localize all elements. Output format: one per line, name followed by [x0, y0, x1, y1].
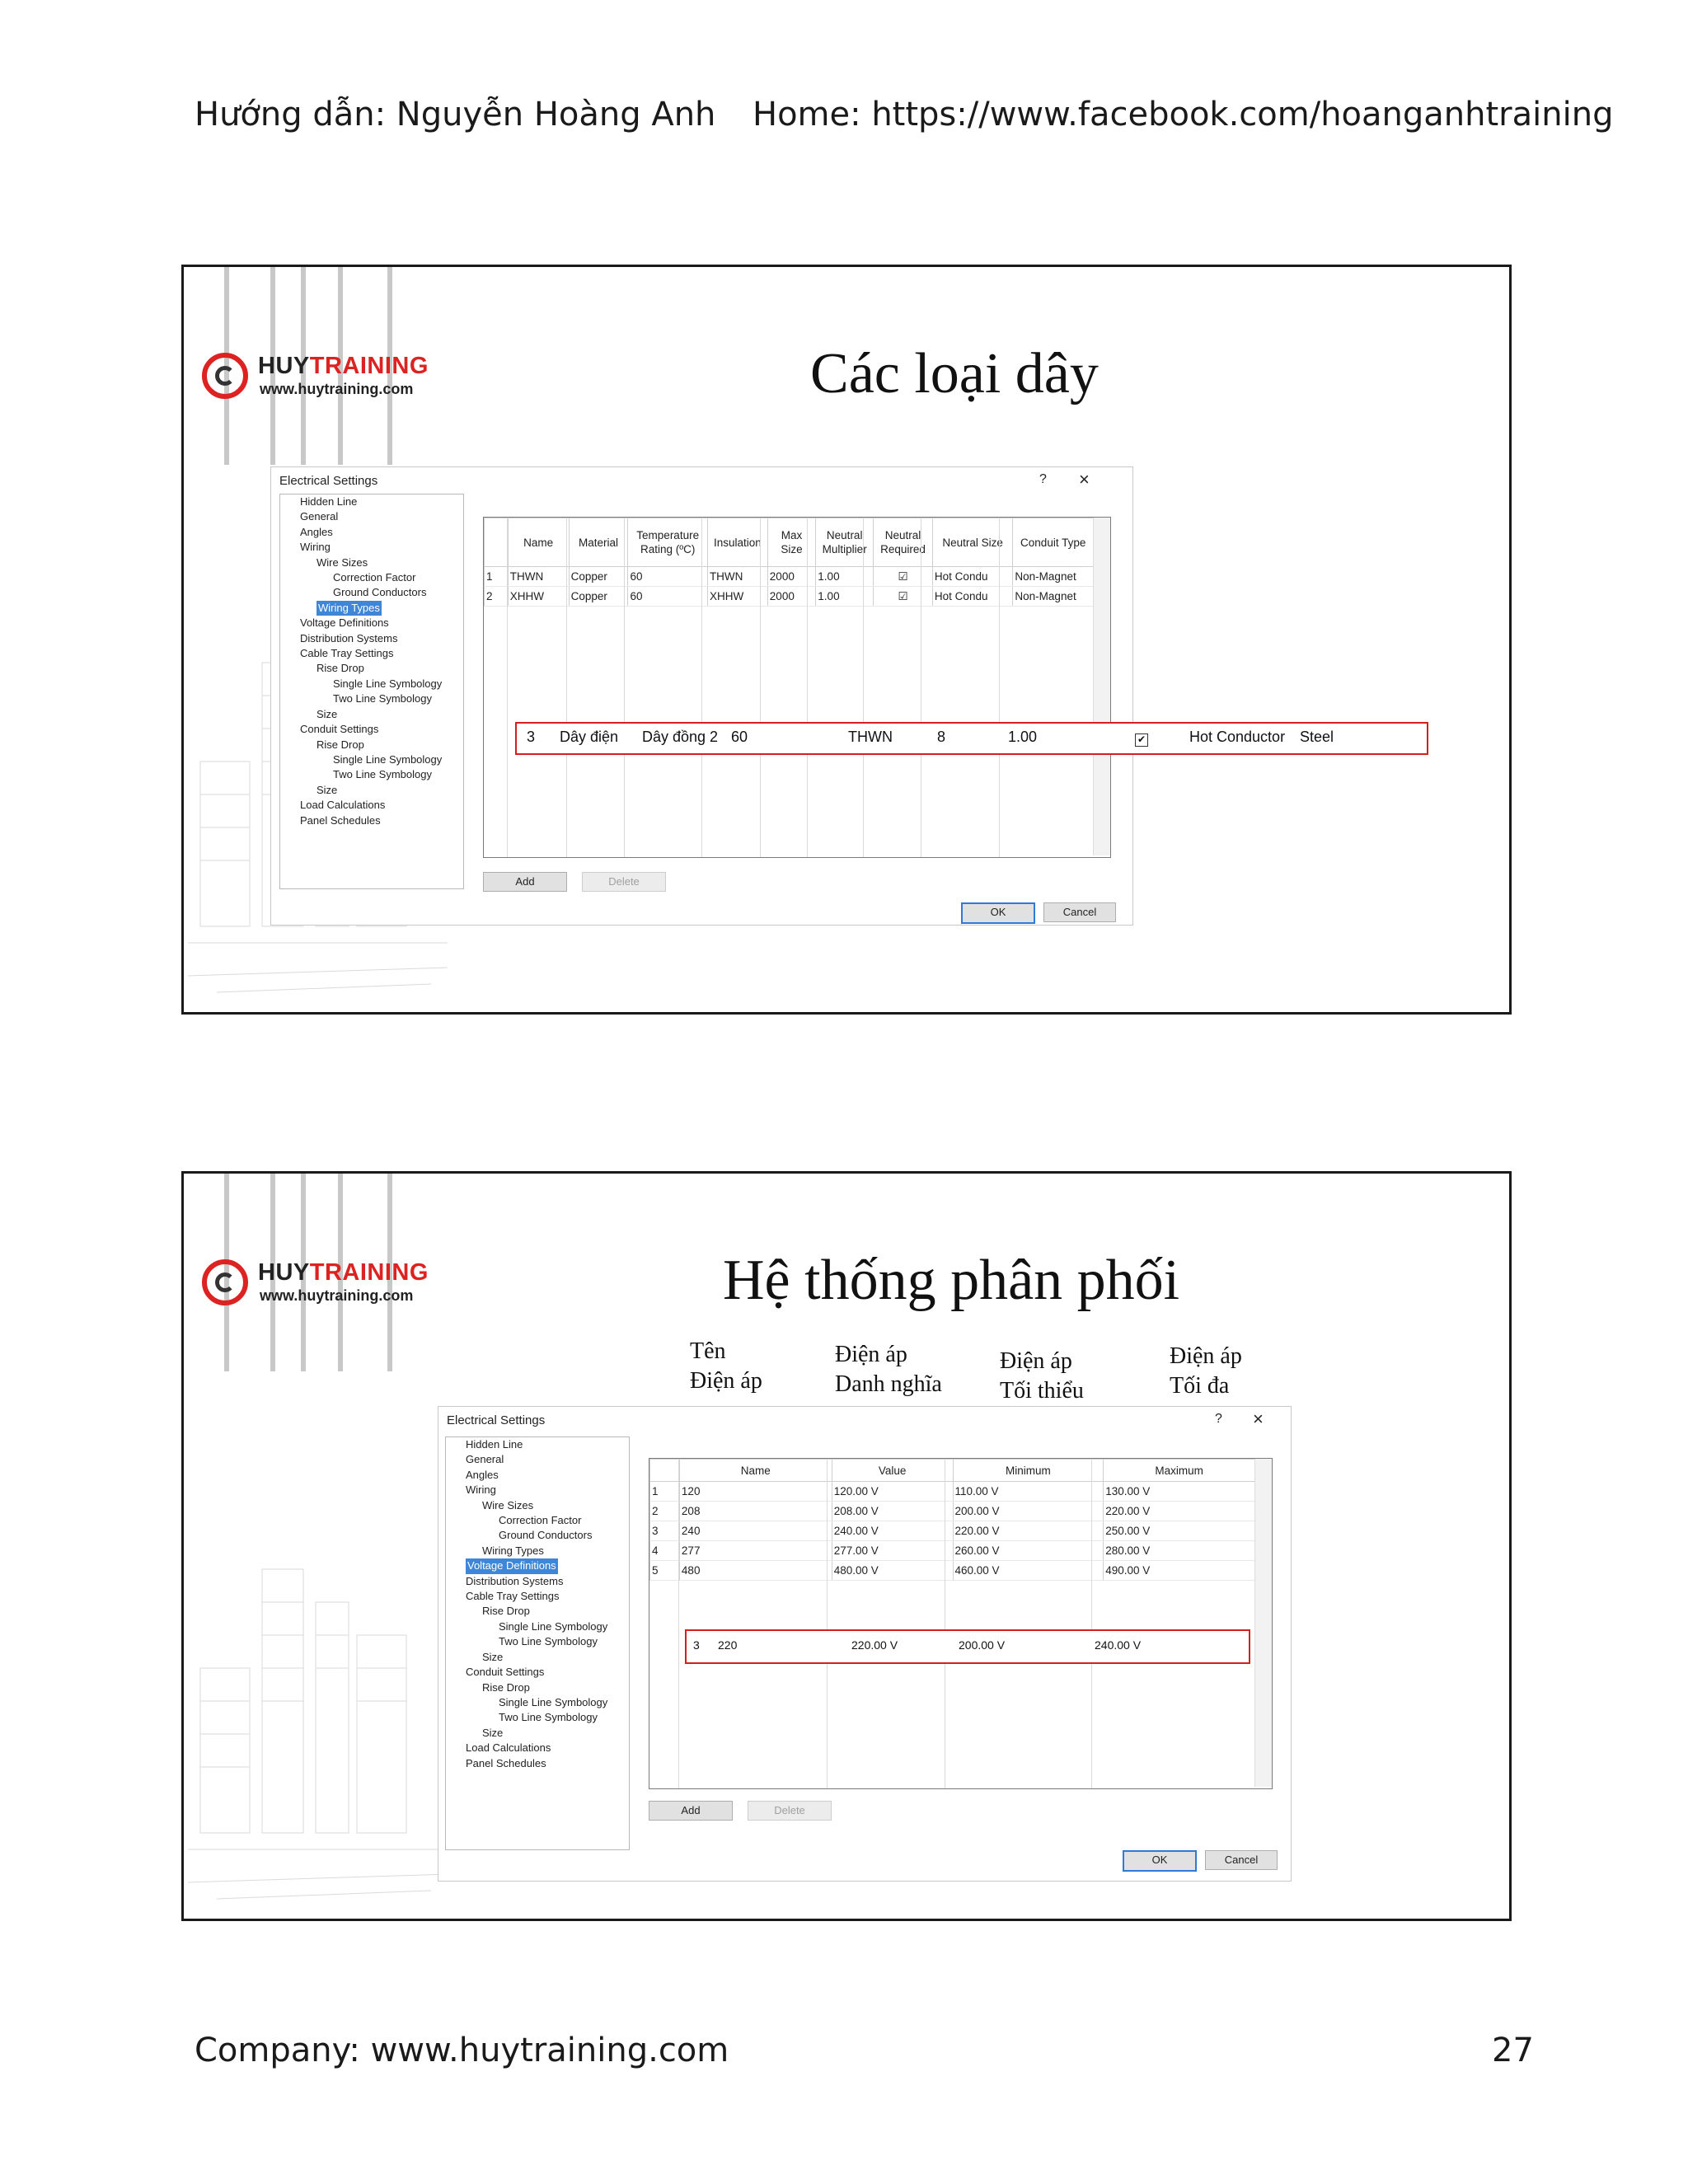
table-cell[interactable]: 60	[628, 587, 707, 607]
table-cell[interactable]: 5	[650, 1561, 680, 1581]
tree-item-label: Angles	[466, 1468, 499, 1481]
table-cell[interactable]: 460.00 V	[953, 1561, 1104, 1581]
table-cell[interactable]: 60	[628, 567, 707, 587]
tree-item-label: Load Calculations	[466, 1741, 551, 1755]
tree-item-label: Two Line Symbology	[499, 1711, 598, 1724]
tree-item-label: Two Line Symbology	[333, 692, 432, 705]
tree-item-label: Cable Tray Settings	[466, 1590, 560, 1603]
tree-item-label: Single Line Symbology	[499, 1695, 608, 1708]
table-cell[interactable]: XHHW	[508, 587, 569, 607]
table-cell[interactable]: 220.00 V	[1104, 1502, 1255, 1521]
table-cell[interactable]: 120.00 V	[832, 1482, 953, 1502]
tree-item[interactable]	[280, 752, 463, 767]
caption-maximum-voltage: Điện áp Tối đa	[1170, 1343, 1242, 1399]
tree-item-label: Size	[482, 1726, 504, 1739]
tree-item-label: Distribution Systems	[300, 631, 398, 644]
tree-item-label: Wire Sizes	[316, 555, 368, 569]
caption-voltage-name: Tên Điện áp	[690, 1338, 762, 1394]
settings-tree[interactable]	[445, 1436, 630, 1850]
caption-nominal-voltage: Điện áp Danh nghĩa	[835, 1342, 942, 1397]
header-author: Hướng dẫn: Nguyễn Hoàng Anh	[195, 96, 716, 134]
tree-item-label: Single Line Symbology	[333, 677, 443, 690]
tree-item-label: Wiring	[466, 1483, 496, 1497]
tree-item[interactable]	[280, 783, 463, 798]
caption-minimum-voltage: Điện áp Tối thiểu	[1000, 1348, 1084, 1404]
cell-name[interactable]: 220	[718, 1638, 738, 1652]
table-cell[interactable]: 3	[650, 1521, 680, 1541]
tree-item-label: Panel Schedules	[300, 813, 381, 827]
tree-item-label: Rise Drop	[316, 662, 364, 675]
tree-item[interactable]	[446, 1604, 629, 1619]
table-cell[interactable]: 250.00 V	[1104, 1521, 1255, 1541]
page-number: 27	[1492, 2032, 1534, 2069]
table-cell[interactable]: 2	[485, 587, 509, 607]
table-row[interactable]	[485, 567, 1094, 587]
vertical-scrollbar[interactable]	[1254, 1459, 1272, 1787]
table-cell[interactable]: 490.00 V	[1104, 1561, 1255, 1581]
tree-item-label: Two Line Symbology	[499, 1635, 598, 1648]
tree-item[interactable]	[446, 1756, 629, 1771]
cell-neutral-size[interactable]: Hot Conductor	[1189, 729, 1286, 745]
table-cell[interactable]: THWN	[508, 567, 569, 587]
highlighted-new-row[interactable]: 3 Dây điện Dây đồng 2 60 THWN 8 1.00 ✔ Hot Conductor Steel	[515, 722, 1428, 755]
column-header[interactable]: Maximum	[1104, 1460, 1255, 1482]
table-cell[interactable]: 208.00 V	[832, 1502, 953, 1521]
tree-item-label: General	[300, 510, 339, 523]
table-cell[interactable]: ☑	[874, 587, 933, 607]
tree-item-label: Load Calculations	[300, 799, 386, 812]
tree-item[interactable]	[446, 1695, 629, 1710]
dialog-title: Electrical Settings	[279, 474, 378, 488]
voltage-definitions-table[interactable]	[649, 1459, 1255, 1581]
column-header[interactable]: Minimum	[953, 1460, 1104, 1482]
tree-item[interactable]	[446, 1665, 629, 1680]
table-cell[interactable]: 1.00	[816, 587, 874, 607]
table-row[interactable]	[650, 1521, 1255, 1541]
column-header[interactable]: Neutral Required	[874, 518, 933, 567]
close-icon[interactable]: ×	[1079, 469, 1090, 490]
tree-item[interactable]	[446, 1589, 629, 1604]
tree-item[interactable]	[280, 767, 463, 782]
table-cell[interactable]: 1	[650, 1482, 680, 1502]
row-number: 3	[693, 1638, 700, 1652]
table-cell[interactable]: 277	[679, 1541, 832, 1561]
tree-item[interactable]	[446, 1528, 629, 1543]
slide-title: Hệ thống phân phối	[723, 1249, 1180, 1312]
table-cell[interactable]: 280.00 V	[1104, 1541, 1255, 1561]
table-cell[interactable]: 240	[679, 1521, 832, 1541]
table-cell[interactable]: ☑	[874, 567, 933, 587]
highlighted-new-row[interactable]	[685, 1629, 1250, 1664]
slide-wiring-types	[181, 265, 1512, 1015]
column-header[interactable]: Material	[569, 518, 628, 567]
wiring-types-table[interactable]	[484, 518, 1094, 607]
tree-item-label: Hidden Line	[300, 495, 358, 508]
column-header[interactable]: Neutral Size	[932, 518, 1013, 567]
tree-item[interactable]	[446, 1741, 629, 1755]
tree-item[interactable]	[280, 494, 463, 509]
column-header[interactable]: Insulation	[707, 518, 767, 567]
tree-item-label: Voltage Definitions	[300, 616, 389, 630]
column-header[interactable]: Value	[832, 1460, 953, 1482]
table-cell[interactable]: 2	[650, 1502, 680, 1521]
tree-item[interactable]	[446, 1483, 629, 1497]
table-cell[interactable]: THWN	[707, 567, 767, 587]
cancel-button[interactable]: Cancel	[1043, 902, 1116, 922]
table-cell[interactable]: Hot Condu	[932, 567, 1013, 587]
tree-item-label: Two Line Symbology	[333, 768, 432, 781]
cell-value[interactable]: 220.00 V	[851, 1638, 898, 1652]
tree-item-label: Conduit Settings	[300, 723, 379, 736]
cell-name[interactable]: Dây điện	[560, 729, 619, 745]
cell-temperature[interactable]: 60	[731, 729, 748, 745]
tree-item[interactable]	[446, 1513, 629, 1528]
table-cell[interactable]: Non-Magnet	[1013, 587, 1094, 607]
tree-item[interactable]	[446, 1650, 629, 1665]
help-button[interactable]: ?	[1215, 1412, 1222, 1426]
tree-item-label: Angles	[300, 525, 333, 538]
tree-item[interactable]	[280, 738, 463, 752]
cell-material[interactable]: Dây đồng 2	[642, 729, 719, 745]
dialog-title: Electrical Settings	[447, 1413, 546, 1427]
tree-item-label: Rise Drop	[482, 1605, 530, 1618]
column-header[interactable]: Max Size	[767, 518, 816, 567]
table-cell[interactable]: 260.00 V	[953, 1541, 1104, 1561]
add-button[interactable]: Add	[649, 1801, 733, 1821]
tree-item-label: Single Line Symbology	[333, 752, 443, 766]
vertical-scrollbar[interactable]	[1093, 518, 1110, 855]
column-header[interactable]: Temperature Rating (ºC)	[628, 518, 707, 567]
tree-item-label: Cable Tray Settings	[300, 647, 394, 660]
tree-item-label: Single Line Symbology	[499, 1619, 608, 1633]
table-cell[interactable]: 110.00 V	[953, 1482, 1104, 1502]
table-cell[interactable]: Non-Magnet	[1013, 567, 1094, 587]
tree-item[interactable]	[280, 631, 463, 646]
tree-item-label: Conduit Settings	[466, 1666, 545, 1679]
tree-item[interactable]	[446, 1710, 629, 1725]
tree-item-label: Correction Factor	[333, 571, 416, 584]
footer-company: Company: www.huytraining.com	[195, 2032, 729, 2069]
tree-item[interactable]	[280, 722, 463, 737]
tree-item[interactable]	[280, 509, 463, 524]
cell-conduit-type[interactable]: Steel	[1300, 729, 1334, 745]
huytraining-logo	[202, 349, 429, 410]
table-cell[interactable]: Copper	[569, 567, 628, 587]
cell-minimum[interactable]: 200.00 V	[959, 1638, 1006, 1652]
help-button[interactable]: ?	[1039, 472, 1047, 486]
cell-maximum[interactable]: 240.00 V	[1095, 1638, 1142, 1652]
table-cell[interactable]: Copper	[569, 587, 628, 607]
tree-item-label: Size	[316, 707, 338, 720]
table-row[interactable]	[650, 1502, 1255, 1521]
header-home-link[interactable]: Home: https://www.facebook.com/hoanganhtraining	[753, 96, 1614, 134]
tree-item-label: Rise Drop	[316, 738, 364, 751]
tree-item[interactable]	[446, 1574, 629, 1589]
logo-mark-icon	[202, 1259, 248, 1305]
tree-item-label: Voltage Definitions	[466, 1558, 558, 1573]
cell-max-size[interactable]: 8	[937, 729, 946, 745]
column-header[interactable]: Name	[679, 1460, 832, 1482]
table-cell[interactable]: 1.00	[816, 567, 874, 587]
tree-item[interactable]	[446, 1726, 629, 1741]
slide-distribution-systems	[181, 1171, 1512, 1921]
tree-item[interactable]	[446, 1680, 629, 1695]
tree-item[interactable]	[280, 525, 463, 540]
voltage-definitions-grid[interactable]	[649, 1458, 1273, 1789]
column-header[interactable]: Neutral Multiplier	[816, 518, 874, 567]
logo-url: www.huytraining.com	[260, 1287, 414, 1304]
table-cell[interactable]: 120	[679, 1482, 832, 1502]
tree-item[interactable]	[446, 1498, 629, 1513]
cancel-button[interactable]: Cancel	[1205, 1850, 1278, 1870]
cell-neutral-multiplier[interactable]: 1.00	[1008, 729, 1038, 745]
tree-item-label: Ground Conductors	[499, 1529, 593, 1542]
wiring-types-grid[interactable]	[483, 517, 1111, 858]
table-cell[interactable]: 480.00 V	[832, 1561, 953, 1581]
delete-button[interactable]: Delete	[748, 1801, 832, 1821]
tree-item[interactable]	[280, 677, 463, 691]
tree-item[interactable]	[446, 1619, 629, 1634]
logo-mark-icon	[202, 353, 248, 399]
column-header[interactable]	[650, 1460, 680, 1482]
table-cell[interactable]: XHHW	[707, 587, 767, 607]
tree-item[interactable]	[280, 616, 463, 630]
tree-item-label: Hidden Line	[466, 1438, 523, 1451]
tree-item-label: Wire Sizes	[482, 1498, 534, 1511]
tree-item[interactable]	[280, 555, 463, 570]
tree-item-label: Panel Schedules	[466, 1756, 546, 1769]
table-cell[interactable]: 277.00 V	[832, 1541, 953, 1561]
cell-insulation[interactable]: THWN	[848, 729, 893, 745]
tree-item[interactable]	[280, 601, 463, 616]
tree-item[interactable]	[446, 1437, 629, 1452]
tree-item[interactable]	[280, 646, 463, 661]
column-header[interactable]: Name	[508, 518, 569, 567]
row-number: 3	[527, 729, 536, 745]
tree-item[interactable]	[446, 1634, 629, 1649]
table-cell[interactable]: 4	[650, 1541, 680, 1561]
tree-item[interactable]	[280, 540, 463, 555]
logo-url: www.huytraining.com	[260, 381, 414, 397]
ok-button[interactable]: OK	[1123, 1850, 1197, 1872]
slide-title: Các loại dây	[810, 342, 1099, 405]
table-row[interactable]	[485, 587, 1094, 607]
table-cell[interactable]: 208	[679, 1502, 832, 1521]
table-cell[interactable]: 480	[679, 1561, 832, 1581]
table-cell[interactable]: 240.00 V	[832, 1521, 953, 1541]
settings-tree[interactable]	[279, 494, 464, 889]
tree-item[interactable]	[280, 661, 463, 676]
table-cell[interactable]: 200.00 V	[953, 1502, 1104, 1521]
table-cell[interactable]: 1	[485, 567, 509, 587]
tree-item-label: Wiring	[300, 541, 331, 554]
column-header[interactable]: Conduit Type	[1013, 518, 1094, 567]
tree-item[interactable]	[280, 798, 463, 813]
table-cell[interactable]: 2000	[767, 587, 816, 607]
column-header[interactable]	[485, 518, 509, 567]
table-cell[interactable]: 130.00 V	[1104, 1482, 1255, 1502]
logo-brand: HUYTRAINING	[258, 353, 429, 379]
tree-item[interactable]	[446, 1544, 629, 1558]
table-row[interactable]	[650, 1561, 1255, 1581]
tree-item[interactable]	[446, 1468, 629, 1483]
tree-item-label: Ground Conductors	[333, 586, 427, 599]
logo-brand: HUYTRAINING	[258, 1259, 429, 1286]
table-row[interactable]	[650, 1541, 1255, 1561]
close-icon[interactable]: ×	[1253, 1408, 1264, 1429]
tree-item[interactable]	[280, 570, 463, 585]
tree-item[interactable]	[446, 1452, 629, 1467]
tree-item-label: Wiring Types	[316, 601, 382, 616]
tree-item[interactable]	[280, 707, 463, 722]
table-row[interactable]	[650, 1482, 1255, 1502]
electrical-settings-dialog	[270, 466, 1133, 926]
tree-item-label: Correction Factor	[499, 1514, 582, 1527]
table-cell[interactable]: 220.00 V	[953, 1521, 1104, 1541]
tree-item-label: General	[466, 1453, 504, 1466]
tree-item[interactable]	[446, 1558, 629, 1573]
tree-item-label: Rise Drop	[482, 1680, 530, 1694]
table-cell[interactable]: 2000	[767, 567, 816, 587]
huytraining-logo	[202, 1256, 429, 1317]
ok-button[interactable]: OK	[961, 902, 1035, 924]
tree-item-label: Size	[316, 783, 338, 796]
add-button[interactable]: Add	[483, 872, 567, 892]
tree-item[interactable]	[280, 813, 463, 828]
tree-item[interactable]	[280, 691, 463, 706]
tree-item-label: Wiring Types	[482, 1544, 544, 1557]
tree-item[interactable]	[280, 585, 463, 600]
delete-button[interactable]: Delete	[582, 872, 666, 892]
table-cell[interactable]: Hot Condu	[932, 587, 1013, 607]
tree-item-label: Size	[482, 1650, 504, 1663]
tree-item-label: Distribution Systems	[466, 1574, 564, 1587]
